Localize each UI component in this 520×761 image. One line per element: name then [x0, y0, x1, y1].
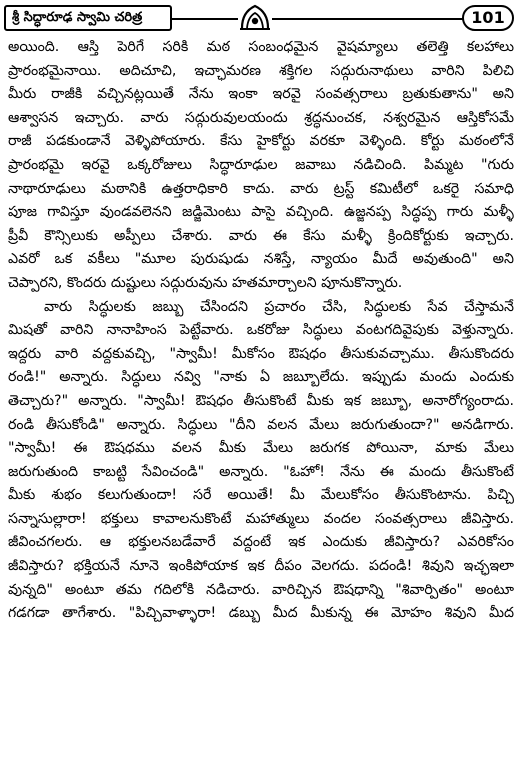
- body-text: [8, 36, 514, 626]
- text-line: మీరు రాజీకి వచ్చినట్లయితే నేను ఇంకా ఇరవై సంవత్సరాలు బ్రతుకుతాను" అని: [8, 86, 514, 103]
- text-line: ఎవరో ఒక వకీలు "మూల పురుషుడు నశిస్తే, న్యాయం మీదే అవుతుంది" అని: [8, 251, 514, 268]
- text-line: అయింది. ఆస్తి పెరిగే సరికి మఠ సంబంధమైన వైషమ్యాలు తలెత్తి కలహాలు: [8, 39, 514, 55]
- text-line: తెచ్చారు?" అన్నారు. "స్వామీ! ఔషధం తీసుకొంటే మీకు ఇక జబ్బూ, అనారోగ్యంరాదు.: [8, 392, 514, 409]
- text-line: రండి తీసుకోండి" అన్నారు. సిద్ధులు "దీని వలన మేలు జరుగుతుందా?" అనడిగారు.: [8, 416, 514, 433]
- text-line: సన్నాసుల్లారా! భక్తులు కావాలనుకొంటే మహాత్ములు వందల సంవత్సరాలు జీవిస్తారు.: [8, 510, 514, 527]
- text-line: ప్రీవీ కౌన్సిలుకు అప్పీలు చేశారు. వారు ఈ కేసు మళ్ళీ క్రిందికోర్టుకు ఇచ్చారు.: [8, 227, 514, 244]
- ornament-emblem-svg: [238, 2, 272, 32]
- text-line: రాజీ పడకుండానే వెళ్ళిపోయారు. కేసు హైకోర్టు వరకూ వెళ్ళింది. కోర్టు మఠంలోనే: [8, 133, 514, 150]
- text-line: చెప్పారని, కొందరు దుష్టులు సద్గురువును హతమార్చాలని పూనుకొన్నారు.: [8, 274, 403, 291]
- text-line: జీవిస్తారు? భక్తియనే నూనె ఇంకిపోయాక ఇక దీపం వెలగదు. పదండి! శివుని ఇచ్ఛఇలా: [8, 558, 514, 575]
- text-line: జీవించగలరు. ఆ భక్తులనబడేవారే వద్దంటే ఇక ఎందుకు జీవిస్తారు? ఎవరికోసం: [8, 534, 514, 551]
- text-line: జరుగుతుంది కాబట్టి సేవించండి" అన్నారు. "ఓహో! నేను ఈ మందు తీసుకొంటే: [8, 463, 514, 480]
- text-line: మీకు శుభం కలుగుతుందా! సరే అయితే! మీ మేలుకోసం తీసుకొంటాను. పిచ్చి: [8, 487, 514, 504]
- text-line: మిషతో వారిని నానాహింస పెట్టేవారు. ఒకరోజు సిద్ధులు వంటగదివైపుకు వెళ్తున్నారు.: [8, 322, 514, 339]
- text-line: ఆశ్వాసన ఇచ్చారు. వారు సద్గురువులయందు శ్రద్ధనుంచక, నశ్వరమైన ఆస్తికోసమే: [8, 109, 514, 126]
- paragraph: [8, 36, 514, 296]
- text-line: ప్రారంభమై ఇరవై ఒక్కరోజులు సిద్ధారూఢుల జవాబు నడిచింది. పిమ్మట "గురు: [8, 156, 514, 173]
- text-line: "స్వామీ! ఈ ఔషధము వలన మీకు మేలు జరుగక పోయినా, మాకు మేలు: [8, 440, 514, 457]
- ornament-emblem-icon: [238, 2, 272, 32]
- text-line: వున్నది" అంటూ తమ గదిలోకి నడిచారు. వారిచ్చిన ఔషధాన్ని "శివార్పితం" అంటూ: [8, 581, 514, 598]
- text-line: వారు సిద్ధులకు జబ్బు చేసిందని ప్రచారం చేసి, సిద్ధులకు సేవ చేస్తామనే: [44, 298, 514, 315]
- running-title: శ్రీ సిద్ధారూఢ స్వామి చరిత్ర: [4, 5, 172, 31]
- text-line: ఇద్దరు వారి వద్దకువచ్చి, "స్వామీ! మీకోసం ఔషధం తీసుకువచ్చాము. తీసుకొందరు: [8, 345, 514, 362]
- text-line: నాథారూఢులు మఠానికి ఉత్తరాధికారి కాదు. వారు ట్రస్ట్ కమిటీలో ఒకరై సమాధి: [8, 180, 514, 197]
- paragraph: [8, 296, 514, 626]
- text-line: పూజ గావిస్తూ వుండవలెనని జడ్జిమెంటు పాసై వచ్చింది. ఉజ్జనప్ప సిద్ధప్ప గారు మళ్ళీ: [8, 204, 514, 221]
- header-rule: [172, 18, 464, 20]
- text-line: రండి!" అన్నారు. సిద్ధులు నవ్వి "నాకు ఏ జబ్బూలేదు. ఇప్పుడు మందు ఎందుకు: [8, 369, 514, 386]
- page-number: 101: [462, 5, 514, 31]
- text-line: ప్రారంభమైనాయి. అదిచూచి, ఇచ్ఛామరణ శక్తిగల సద్గురునాథులు వారిని పిలిచి: [8, 62, 514, 79]
- text-line: గడగడా తాగేశారు. "పిచ్చివాళ్ళారా! డబ్బు మీద మీకున్న ఈ మోహం శివుని మీద: [8, 605, 514, 622]
